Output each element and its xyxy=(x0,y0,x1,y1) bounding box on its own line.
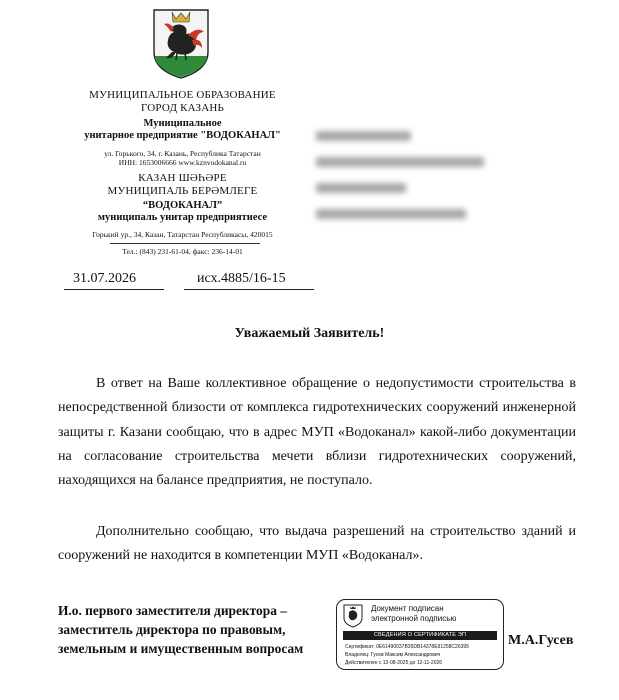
letterhead-enterprise-ru-line2: унитарное предприятие "ВОДОКАНАЛ" xyxy=(84,130,281,142)
outgoing-number: исх.4885/16-15 xyxy=(197,271,286,286)
letterhead-org-ru-line2: ГОРОД КАЗАНЬ xyxy=(140,101,225,114)
letterhead-enterprise-tt xyxy=(60,200,305,224)
signatory-title xyxy=(58,601,343,658)
letterhead-enterprise-tt-line2: муниципаль унитар предприятиесе xyxy=(97,212,268,224)
body-paragraph-1: В ответ на Ваше коллективное обращение о недопустимости строительства в непосредственной близости от комплекса гидротехнических сооружений инженерной защиты г. Казани сообщаю, что в адрес МУП «Водоканал» какой-либо документации на согласование строительства мечети вблизи гидротехнических сооружений, находящихся на балансе предприятия, не поступало. xyxy=(58,376,576,489)
e-signature-header-line2: электронной подписью xyxy=(371,614,457,623)
electronic-signature-stamp xyxy=(336,599,504,670)
letterhead-address-ru: ул. Горького, 34, г. Казань, Республика Татарстан xyxy=(104,149,261,158)
letterhead-org-tt-line2: МУНИЦИПАЛЬ БЕРӘМЛЕГЕ xyxy=(107,184,258,197)
e-signature-bar: СВЕДЕНИЯ О СЕРТИФИКАТЕ ЭП xyxy=(343,631,497,640)
coat-of-arms-icon xyxy=(343,604,363,628)
letterhead-enterprise-ru-line1: Муниципальное xyxy=(143,118,222,129)
letterhead-enterprise-tt-line1: “ВОДОКАНАЛ” xyxy=(142,200,223,211)
letterhead-inn-site: ИНН: 1653006666 www.kznvodokanal.ru xyxy=(118,158,247,168)
redacted-addressee-line xyxy=(316,157,484,167)
body-paragraph-2: Дополнительно сообщаю, что выдача разрешений на строительство зданий и сооружений не находится в компетенции МУП «Водоканал». xyxy=(58,524,576,564)
e-signature-header xyxy=(371,604,456,624)
e-signature-header-line1: Документ подписан xyxy=(371,604,444,613)
kazan-coat-of-arms-icon xyxy=(152,8,210,80)
letterhead-contacts-ru xyxy=(60,149,305,168)
signatory-title-line3: земельным и имущественным вопросам xyxy=(58,641,304,656)
letterhead-org-tt-line1: КАЗАН ШӘҺӘРЕ xyxy=(138,172,227,184)
redacted-addressee-line xyxy=(316,183,406,193)
e-signature-certificate: Сертификат: 0E61490037B35DB14378E91258C26395 xyxy=(345,644,469,650)
letterhead-org-ru-line1: МУНИЦИПАЛЬНОЕ ОБРАЗОВАНИЕ xyxy=(89,89,276,101)
letterhead-divider xyxy=(110,243,260,244)
date-underline xyxy=(64,289,164,290)
number-underline xyxy=(184,289,314,290)
letterhead-enterprise-ru xyxy=(60,118,305,142)
redacted-addressee-line xyxy=(316,131,411,141)
signatory-title-line1: И.о. первого заместителя директора – xyxy=(58,603,287,618)
signatory-title-line2: заместитель директора по правовым, xyxy=(58,622,286,637)
letterhead-org-tt xyxy=(60,172,305,197)
letterhead-org-ru xyxy=(60,89,305,114)
letterhead-phone: Тел.: (843) 231-61-04, факс: 236-14-01 xyxy=(122,247,243,256)
greeting: Уважаемый Заявитель! xyxy=(234,326,385,341)
outgoing-date: 31.07.2026 xyxy=(73,271,136,286)
e-signature-owner: Владелец: Гусев Максим Александрович xyxy=(345,652,441,658)
e-signature-validity: Действителен с 12-08-2025 до 12-11-2026 xyxy=(345,660,443,666)
signatory-name: М.А.Гусев xyxy=(508,633,574,648)
letterhead-address-tt: Горький ур., 34, Казан, Татарстан Республикасы, 420015 xyxy=(92,230,273,239)
redacted-addressee-line xyxy=(316,209,466,219)
